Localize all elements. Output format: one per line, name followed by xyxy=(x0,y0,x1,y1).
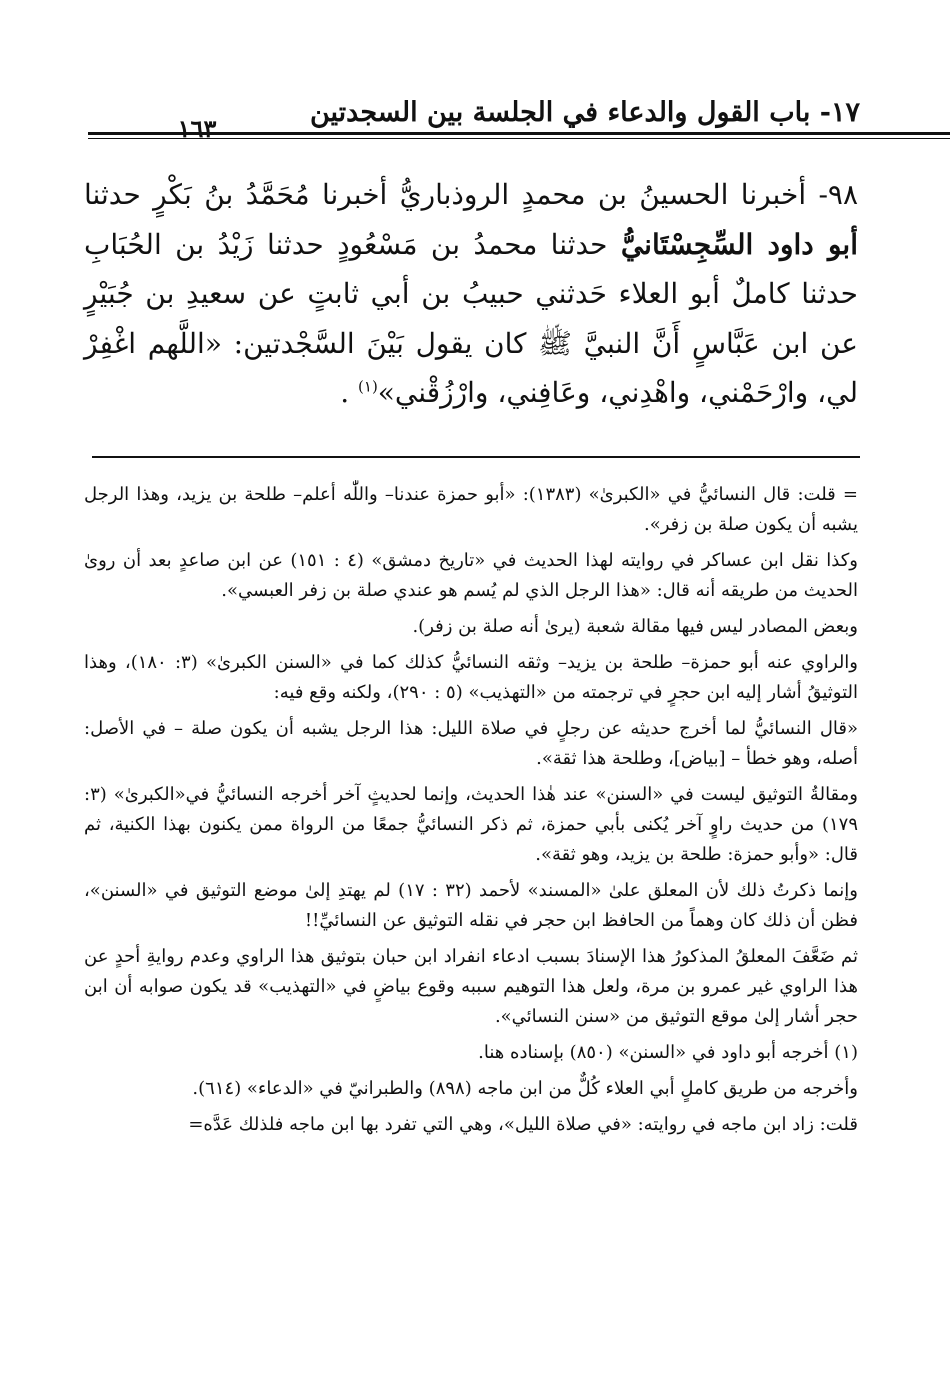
footnote-paragraph: «قال النسائيُّ لما أخرج حديثه عن رجلٍ في صلاة الليل: هذا الرجل يشبه أن يكون صلة – في الأصل: أصله، وهو خطأ – [بياض]، وطلحة هذا ثقة». xyxy=(84,718,858,769)
page-number: ١٦٣ xyxy=(177,114,217,143)
hadith-paragraph xyxy=(84,170,858,418)
hadith-end: . xyxy=(340,376,359,410)
hadith-isnad-start: ٩٨- أخبرنا الحسينُ بن محمدٍ الروذباريُّ أخبرنا مُحَمَّدُ بنُ بَكْرٍ حدثنا xyxy=(84,178,858,211)
footnote-paragraph: وأخرجه من طريق كاملٍ أبي العلاء كُلٌّ من ابن ماجه (٨٩٨) والطبرانيّ في «الدعاء» (٦١٤). xyxy=(192,1078,858,1099)
chapter-title: ١٧- باب القول والدعاء في الجلسة بين السجدتين xyxy=(309,97,860,128)
footnotes xyxy=(84,480,858,1146)
footnote-separator xyxy=(92,456,860,458)
footnote-paragraph: وإنما ذكرتُ ذلك لأن المعلق علىٰ «المسند» لأحمد (٣٢ : ١٧) لم يهتدِ إلىٰ موضع التوثيق في «السنن»، فظن أن ذلك كان وهماً من الحافظ ابن حجر في نقله التوثيق عن النسائيِّ!! xyxy=(84,880,858,931)
footnote-marker: (١) xyxy=(358,378,378,397)
footnote-paragraph: قلت: زاد ابن ماجه في روايته: «في صلاة الليل»، وهي التي تفرد بها ابن ماجه فلذلك عَدَّه= xyxy=(188,1114,858,1135)
footnote-paragraph: ومقالةُ التوثيق ليست في «السنن» عند هٰذا الحديث، وإنما لحديثٍ آخر أخرجه النسائيُّ في«الكبرىٰ» (٣: ١٧٩) من حديث راوٍ آخر يُكنى بأبي حمزة، ثم ذكر النسائيُّ جمعًا من الرواة ممن يكنون بهذا الكنية، ثم قال: «وأبو حمزة: طلحة بن يزيد، وهو ثقة». xyxy=(84,784,858,865)
footnote-paragraph: وكذا نقل ابن عساكر في روايته لهذا الحديث في «تاريخ دمشق» (٤ : ١٥١) عن ابن صاعدٍ بعد أن روىٰ الحديث من طريقه أنه قال: «هذا الرجل الذي لم يُسم هو عندي صلة بن زفر العبسي». xyxy=(84,550,858,601)
footnote-paragraph: ثم ضَعَّفَ المعلقُ المذكورُ هذا الإسنادَ بسبب ادعاء انفراد ابن حبان بتوثيق هذا الراوي وعدم روايةِ أحدٍ عن هذا الراوي غير عمرو بن مرة، ولعل هذا التوهيم سببه وقوع بياضٍ في «التهذيب» قد يكون صوابه أن ابن حجر أشار إلىٰ موقع التوثيق من «سنن النسائي». xyxy=(84,946,858,1027)
footnote-paragraph: = قلت: قال النسائيُّ في «الكبرىٰ» (١٣٨٣): «أبو حمزة عندنا– واللّٰه أعلم– طلحة بن يزيد، وهذا الرجل يشبه أن يكون صلة بن زفر». xyxy=(84,484,858,535)
header-rule-right xyxy=(150,132,950,139)
footnote-paragraph: والراوي عنه أبو حمزة– طلحة بن يزيد– وثقه النسائيُّ كذلك كما في «السنن الكبرىٰ» (٣: ١٨٠)، وهذا التوثيقُ أشار إليه ابن حجرٍ في ترجمته من «التهذيب» (٥ : ٢٩٠)، ولكنه وقع فيه: xyxy=(84,652,858,703)
hadith-body: حدثنا محمدُ بن مَسْعُودٍ حدثنا زَيْدُ بن الحُبَابِ حدثنا كاملٌ أبو العلاء حَدثني حبيبُ بن أبي ثابتٍ عن سعيدِ بن جُبَيْرٍ عن ابن عَبَّاسٍ أَنَّ النبيَّ ﷺ كان يقول بَيْنَ السَّجْدتين: «اللَّهم اغْفِرْ لي، وارْحَمْني، واهْدِني، وعَافِني، وارْزُقْني» xyxy=(84,227,858,410)
header-rule-left xyxy=(88,132,156,139)
narrator-name: أبو داود السِّجِسْتَانيُّ xyxy=(620,227,858,261)
footnote-paragraph: (١) أخرجه أبو داود في «السنن» (٨٥٠) بإسناده هنا. xyxy=(478,1042,858,1063)
footnote-paragraph: وبعض المصادر ليس فيها مقالة شعبة (يرىٰ أنه صلة بن زفر). xyxy=(412,616,858,637)
hadith-text xyxy=(84,170,858,418)
